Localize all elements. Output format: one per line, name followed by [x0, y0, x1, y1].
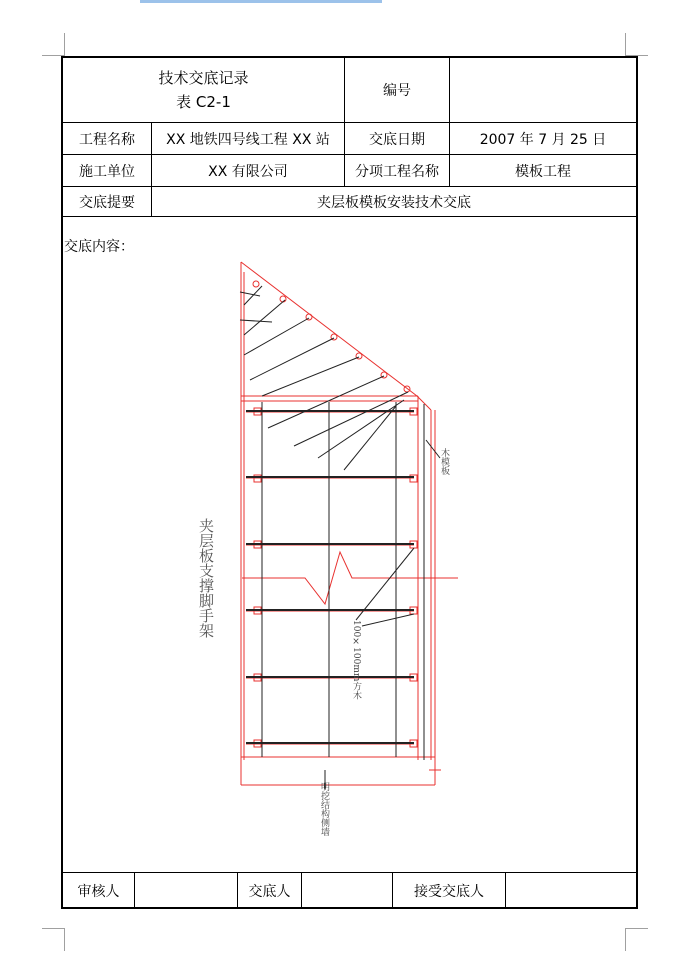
receiver-label: 接受交底人 — [414, 884, 484, 900]
timber-label-box — [350, 620, 370, 710]
discloser-label: 交底人 — [248, 884, 291, 900]
formwork-label: 木模板 — [439, 448, 449, 475]
number-label: 编号 — [383, 83, 411, 99]
form-number: 表 C2-1 — [176, 93, 231, 111]
scaffold-label-box — [196, 518, 236, 658]
wall-label: 明挖结构侧墙 — [319, 782, 329, 836]
date-value[interactable]: 2007 年 7 月 25 日 — [479, 131, 607, 148]
subproject-label: 分项工程名称 — [355, 163, 439, 180]
contractor-value[interactable]: XX 有限公司 — [208, 163, 288, 180]
date-label: 交底日期 — [369, 131, 425, 148]
content-label: 交底内容： — [64, 239, 134, 255]
wall-label-box — [318, 782, 338, 852]
scaffold-label: 夹层板支撑脚手架 — [197, 518, 215, 638]
timber-label: 100×100mm方木 — [351, 620, 361, 700]
black-member-lines — [240, 286, 440, 790]
contractor-label: 施工单位 — [79, 163, 135, 180]
drawing-geometry — [240, 262, 458, 790]
formwork-label-box — [438, 448, 458, 508]
summary-value[interactable]: 夹层板模板安装技术交底 — [317, 194, 471, 211]
reviewer-label: 审核人 — [77, 884, 120, 900]
subproject-value[interactable]: 模板工程 — [515, 163, 571, 180]
project-name-value[interactable]: XX 地铁四号线工程 XX 站 — [166, 131, 330, 148]
summary-label: 交底提要 — [79, 194, 135, 211]
form-title: 技术交底记录 — [158, 69, 249, 87]
project-name-label: 工程名称 — [79, 131, 135, 148]
